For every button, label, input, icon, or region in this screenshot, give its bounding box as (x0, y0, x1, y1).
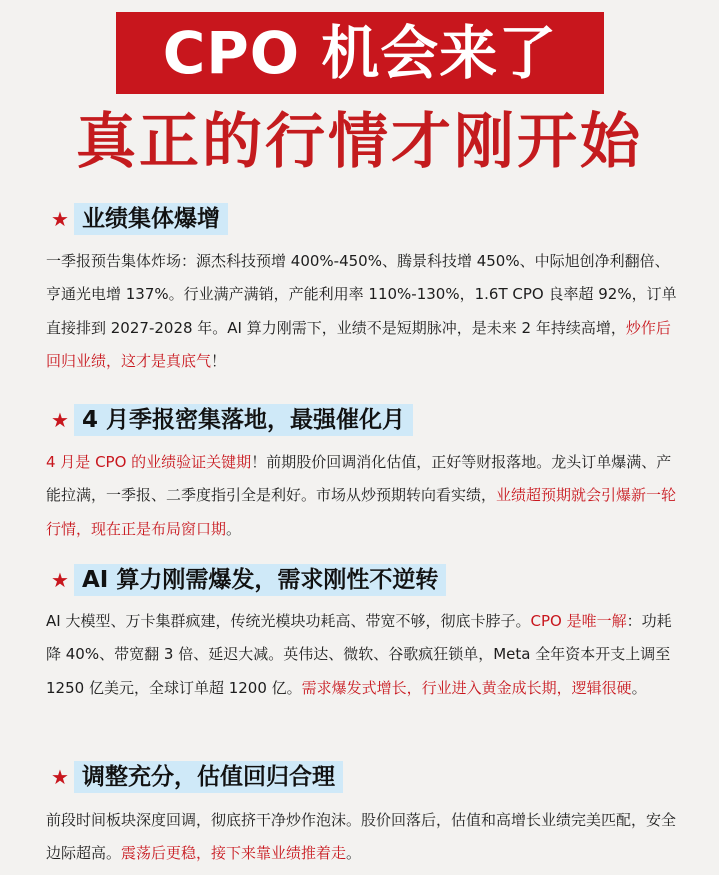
body-text: 前段时间板块深度回调，彻底挤干净炒作泡沫。股价回落后，估值和高增长业绩完美匹配，安全边际超高。 (46, 811, 677, 863)
star-icon: ★ (51, 207, 69, 231)
section-heading-3 (50, 564, 446, 596)
section-body-4 (46, 804, 682, 871)
body-text: 。 (226, 519, 242, 538)
section-body-2 (46, 446, 682, 546)
section-heading-text: 业绩集体爆增 (74, 203, 228, 235)
body-text: ！前期股价回调消化估值，正好等财报落地。龙头订单爆满、产能拉满，一季报、二季度指引全是利好。市场从炒预期转向看实绩， (46, 453, 672, 505)
body-text: ：功耗降 40%、带宽翻 3 倍、延迟大减。英伟达、微软、谷歌疯狂锁单，Meta 全年资本开支上调至 1250 亿美元，全球订单超 1200 亿。 (46, 612, 672, 697)
body-text: ！ (211, 351, 227, 370)
star-icon: ★ (51, 765, 69, 789)
section-body-3 (46, 605, 682, 705)
body-text: 。 (631, 678, 647, 697)
body-highlight: 4 月是 CPO 的业绩验证关键期 (46, 453, 252, 471)
section-heading-text: AI 算力刚需爆发，需求刚性不逆转 (74, 564, 446, 596)
body-highlight: 炒作后回归业绩，这才是真底气 (46, 318, 671, 370)
section-heading-text: 4 月季报密集落地，最强催化月 (74, 404, 413, 436)
body-text: 一季报预告集体炸场：源杰科技预增 400%-450%、腾景科技增 450%、中际旭创净利翻倍、亨通光电增 137%。行业满产满销，产能利用率 110%-130%，1.6T CPO 良率超 92%，订单直接排到 2027-2028 年。AI 算力刚需下，业绩不是短期脉冲，是未来 2 年持续高增， (46, 252, 677, 337)
title-line-1: CPO 机会来了 (116, 12, 604, 94)
section-heading-text: 调整充分，估值回归合理 (74, 761, 343, 793)
body-highlight: CPO 是唯一解 (530, 612, 627, 630)
section-body-1 (46, 245, 682, 378)
star-icon: ★ (51, 568, 69, 592)
section-heading-2 (50, 404, 413, 436)
body-highlight: 业绩超预期就会引爆新一轮行情，现在正是布局窗口期 (46, 486, 677, 538)
body-text: AI 大模型、万卡集群疯建，传统光模块功耗高、带宽不够，彻底卡脖子。 (46, 612, 531, 630)
star-icon: ★ (51, 408, 69, 432)
section-heading-1 (50, 203, 228, 235)
body-highlight: 需求爆发式增长，行业进入黄金成长期，逻辑很硬 (301, 678, 632, 697)
body-text: 。 (346, 844, 362, 863)
section-heading-4 (50, 761, 343, 793)
title-line-2: 真正的行情才刚开始 (76, 107, 643, 177)
body-highlight: 震荡后更稳，接下来靠业绩推着走 (121, 844, 347, 863)
